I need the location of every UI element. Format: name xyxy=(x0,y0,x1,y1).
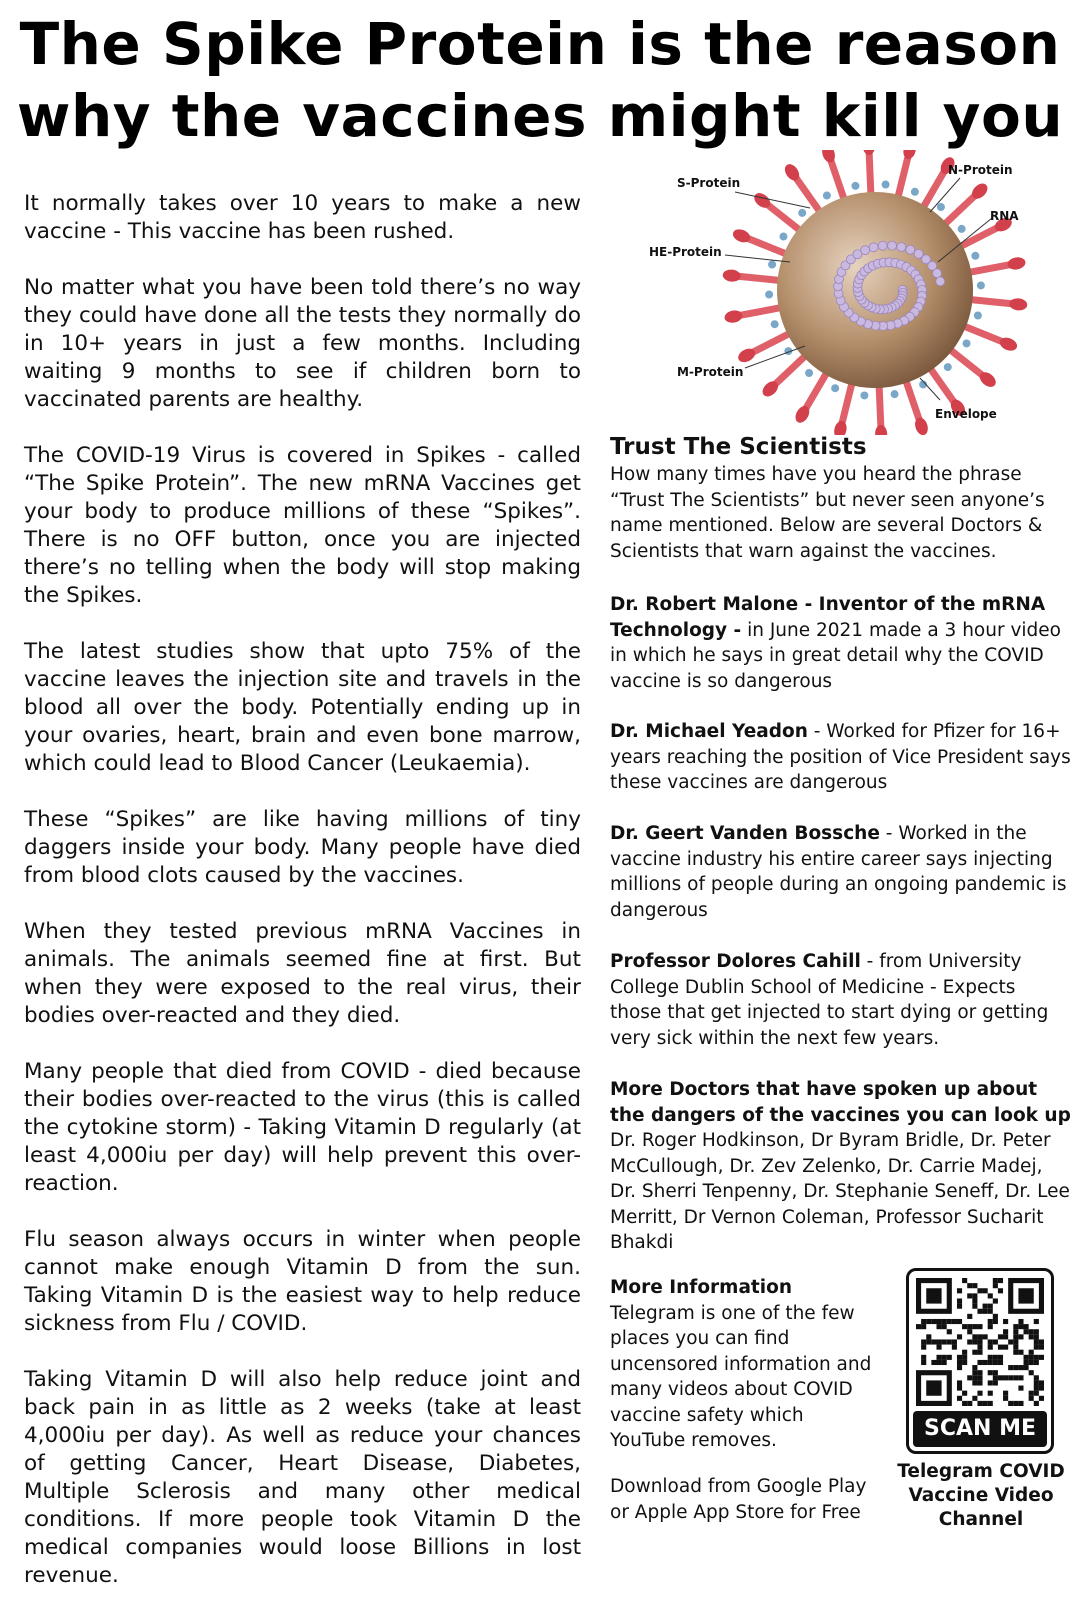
label-he-protein: HE-Protein xyxy=(649,245,722,259)
membrane-protein xyxy=(882,181,890,189)
rna-bead xyxy=(869,243,878,252)
spike xyxy=(922,169,945,209)
doctor-entry xyxy=(610,949,1072,1051)
membrane-protein xyxy=(831,384,839,392)
doctor-text: - Worked in the vaccine industry his entire career says injecting millions of people during an ongoing pandemic is dangerous xyxy=(610,823,1067,921)
more-doctors-heading: More Doctors that have spoken up about the dangers of the vaccines you can look up xyxy=(610,1079,1071,1126)
rna-bead xyxy=(861,246,870,255)
label-s-protein: S-Protein xyxy=(677,176,741,190)
membrane-protein xyxy=(963,339,971,347)
membrane-protein xyxy=(977,281,985,289)
rna-bead xyxy=(906,245,915,254)
paragraph: It normally takes over 10 years to make a new vaccine - This vaccine has been rushed. xyxy=(24,191,581,244)
more-doctors xyxy=(610,1077,1072,1256)
spike-tip xyxy=(1007,256,1027,271)
doctor-name: Professor Dolores Cahill xyxy=(610,951,861,972)
spike xyxy=(869,150,871,196)
trust-heading: Trust The Scientists xyxy=(610,434,867,460)
paragraph: No matter what you have been told there’s no way they could have done all the tests they normally do in 10+ years in just a few months. Including waiting 9 months to see if children born to vaccinated parents are healthy. xyxy=(24,275,581,412)
membrane-protein xyxy=(971,252,979,260)
membrane-protein xyxy=(768,261,776,269)
more-info-heading: More Information xyxy=(610,1277,792,1298)
membrane-protein xyxy=(771,320,779,328)
paragraph: Taking Vitamin D will also help reduce joint and back pain in as little as 2 weeks (take at least 4,000iu per day). As well as reduce your chances of getting Cancer, Heart Disease, Diabetes, Multiple Sclerosis and many other medical conditions. If more people took Vitamin D the medical companies would loose Billions in lost revenue. xyxy=(24,1367,581,1588)
doctor-entry xyxy=(610,592,1072,694)
spike xyxy=(969,299,1015,304)
spike-tip xyxy=(862,150,875,155)
rna-bead xyxy=(888,241,897,250)
rna-bead xyxy=(878,241,887,250)
spike xyxy=(943,194,976,226)
label-m-protein: M-Protein xyxy=(677,365,744,379)
doctor-text: - Worked for Pfizer for 16+ years reaching the position of Vice President says these vaccines are dangerous xyxy=(610,721,1071,793)
spike-tip xyxy=(1009,298,1028,312)
membrane-protein xyxy=(937,203,945,211)
spike xyxy=(830,157,845,201)
label-envelope: Envelope xyxy=(935,407,997,421)
doctor-text: - from University College Dublin School of Medicine - Expects those that get injected to start dying or getting very sick within the next few years. xyxy=(610,951,1049,1049)
page-title xyxy=(0,8,1080,152)
rna-bead xyxy=(936,277,945,286)
label-n-protein: N-Protein xyxy=(948,163,1013,177)
doctor-name: Dr. Geert Vanden Bossche xyxy=(610,823,880,844)
spike xyxy=(737,307,782,315)
label-rna: RNA xyxy=(990,209,1019,223)
paragraph: The latest studies show that upto 75% of the vaccine leaves the injection site and travels in the blood all over the body. Potentially ending up in your ovaries, heart, brain and even bone marrow, which could lead to Blood Cancer (Leukaemia). xyxy=(24,639,581,776)
spike xyxy=(736,276,782,281)
paragraph: These “Spikes” are like having millions of tiny daggers inside your body. Many people have died from blood clots caused by the vaccines. xyxy=(24,807,581,888)
spike xyxy=(905,379,920,423)
spike xyxy=(765,203,801,232)
membrane-protein xyxy=(974,311,982,319)
rna-bead xyxy=(933,269,942,278)
membrane-protein xyxy=(805,369,813,377)
paragraph: Many people that died from COVID - died because their bodies over-reacted to the virus (this is called the cytokine storm) - Taking Vitamin D regularly (at least 4,000iu per day) will help prevent this over-reaction. xyxy=(24,1059,581,1196)
spike xyxy=(841,381,852,426)
spike xyxy=(898,154,909,199)
doctor-name: Dr. Michael Yeadon xyxy=(610,721,808,742)
membrane-protein xyxy=(891,390,899,398)
qr-code-icon[interactable] xyxy=(916,1278,1044,1406)
download-note: Download from Google Play or Apple App Store for Free xyxy=(610,1476,867,1523)
membrane-protein xyxy=(944,363,952,371)
virus-diagram xyxy=(640,150,1060,435)
trust-intro: How many times have you heard the phrase “Trust The Scientists” but never seen anyone’s name mentioned. Below are several Doctors & Scientists that warn against the vaccines. xyxy=(610,464,1045,562)
doctor-text: in June 2021 made a 3 hour video in which he says in great detail why the COVID vaccine is so dangerous xyxy=(610,619,1061,692)
membrane-protein xyxy=(958,225,966,233)
rna-bead xyxy=(897,242,906,251)
spike xyxy=(949,348,985,377)
paragraph: The COVID-19 Virus is covered in Spikes - called “The Spike Protein”. The new mRNA Vaccines get your body to produce millions of these “Spikes”. There is no OFF button, once you are injected there’s no telling when the body will stop making the Spikes. xyxy=(24,443,581,608)
qr-frame xyxy=(906,1268,1054,1454)
paragraph: When they tested previous mRNA Vaccines in animals. The animals seemed fine at first. But when they were exposed to the real virus, their bodies over-reacted and they died. xyxy=(24,919,581,1028)
scan-me-button[interactable]: SCAN ME xyxy=(913,1411,1047,1447)
spike xyxy=(879,384,881,430)
doctor-entry xyxy=(610,719,1072,796)
title-line-1: The Spike Protein is the reason xyxy=(19,10,1061,78)
membrane-protein xyxy=(798,209,806,217)
doctor-name: Dr. Robert Malone - Inventor of the mRNA Technology - xyxy=(610,594,1046,641)
spike-tip xyxy=(724,309,744,324)
membrane-protein xyxy=(765,291,773,299)
title-line-2: why the vaccines might kill you xyxy=(16,82,1064,150)
paragraph: Flu season always occurs in winter when people cannot make enough Vitamin D from the sun. Taking Vitamin D is the easiest way to help reduce sickness from Flu / COVID. xyxy=(24,1227,581,1336)
spike xyxy=(804,371,827,411)
membrane-protein xyxy=(779,233,787,241)
virus-body xyxy=(777,192,973,388)
more-info-text: Telegram is one of the few places you can find uncensored information and many videos about COVID vaccine safety which YouTube removes. xyxy=(610,1302,872,1451)
spike-tip xyxy=(722,269,741,283)
spike xyxy=(929,367,956,405)
spike xyxy=(773,355,806,387)
left-column xyxy=(24,190,581,1618)
more-doctors-list: Dr. Roger Hodkinson, Dr Byram Bridle, Dr. Peter McCullough, Dr. Zev Zelenko, Dr. Carrie Madej, Dr. Sherri Tenpenny, Dr. Stephanie Seneff, Dr. Lee Merritt, Dr Vernon Coleman, Professor Sucharit Bhakdi xyxy=(610,1130,1070,1253)
right-column xyxy=(610,432,1072,564)
doctor-entry xyxy=(610,821,1072,923)
membrane-protein xyxy=(911,188,919,196)
telegram-caption: Telegram COVID Vaccine Video Channel xyxy=(897,1461,1065,1530)
membrane-protein xyxy=(851,182,859,190)
membrane-protein xyxy=(823,192,831,200)
more-info xyxy=(610,1275,878,1454)
qr-code-block[interactable] xyxy=(906,1268,1054,1458)
membrane-protein xyxy=(860,391,868,399)
spike xyxy=(967,264,1012,272)
